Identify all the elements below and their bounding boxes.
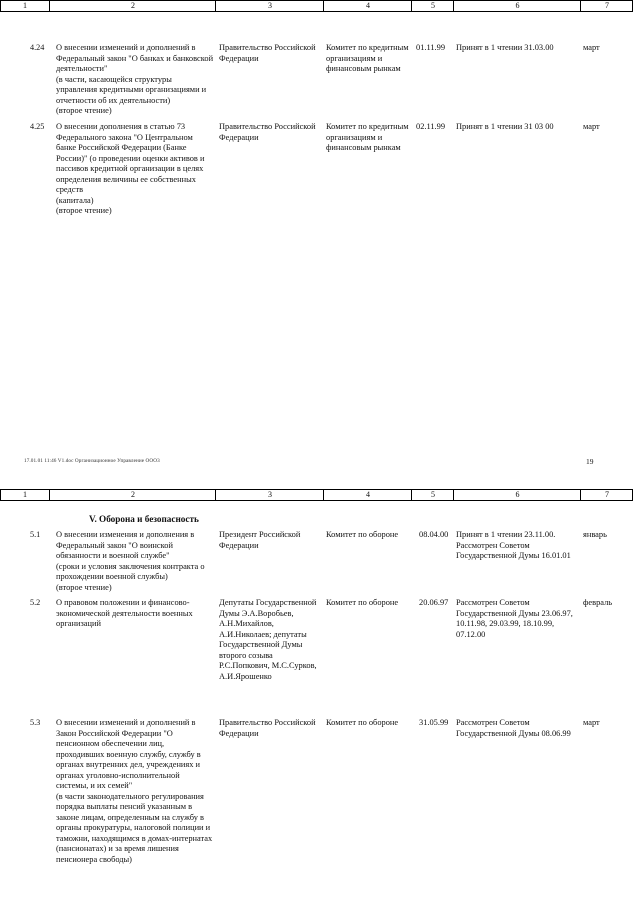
header-col-5: 5: [411, 490, 454, 500]
bill-month: март: [583, 122, 600, 131]
bill-initiator: Депутаты Государственной Думы Э.А.Воробьев, А.Н.Михайлов, А.И.Николаев; депутаты Государственной Думы второго созыва Р.С.Попкович, М.С.Сурков, А.И.Ярошенко: [219, 598, 317, 681]
header-col-1: 1: [23, 1, 27, 10]
bill-title: О внесении изменения и дополнения в Федеральный закон "О воинской обязанности и военной службе" (сроки и условия заключения контракта о прохождении военной службы) (второе чтение): [56, 530, 205, 592]
bill-status: Принят в 1 чтении 31 03 00: [456, 122, 554, 131]
bill-committee: Комитет по обороне: [326, 718, 399, 727]
bill-initiator: Правительство Российской Федерации: [219, 122, 316, 142]
row-number: 4.25: [30, 122, 45, 131]
section-title: V. Оборона и безопасность: [89, 514, 199, 524]
bill-month: январь: [583, 530, 607, 539]
header-col-4: 4: [323, 1, 412, 11]
bill-status: Принят в 1 чтении 23.11.00. Рассмотрен Советом Государственной Думы 16.01.01: [456, 530, 571, 560]
bill-status: Рассмотрен Советом Государственной Думы 23.06.97, 10.11.98, 29.03.99, 18.10.99, 07.12.00: [456, 598, 573, 639]
header-col-6: 6: [453, 1, 581, 11]
page-footer: 17.01.01 11:46 V1.doc Организационное Управление ООО3: [24, 458, 160, 464]
row-number: 5.2: [30, 598, 41, 607]
page-number: 19: [586, 457, 594, 466]
bill-date: 02.11.99: [416, 122, 446, 131]
header-col-6: 6: [453, 490, 581, 500]
header-col-1: 1: [23, 490, 27, 499]
bill-initiator: Правительство Российской Федерации: [219, 43, 316, 63]
bill-initiator: Правительство Российской Федерации: [219, 718, 316, 738]
header-col-7: 7: [580, 490, 633, 500]
bill-committee: Комитет по кредитным организациям и финансовым рынкам: [326, 43, 409, 73]
bill-month: март: [583, 43, 600, 52]
bill-status: Принят в 1 чтении 31.03.00: [456, 43, 554, 52]
bill-initiator: Президент Российской Федерации: [219, 530, 301, 550]
bill-title: О внесении изменений и дополнений в Федеральный закон "О банках и банковской деятельности" (в части, касающейся структуры управления кредитными организациями и отчетности об их деятельности) (второе чтение): [56, 43, 214, 115]
bill-month: март: [583, 718, 600, 727]
bill-month: февраль: [583, 598, 613, 607]
bill-date: 01.11.99: [416, 43, 446, 52]
bill-title: О правовом положении и финансово-экономической деятельности военных организаций: [56, 598, 193, 628]
header-col-2: 2: [49, 1, 216, 11]
bill-status: Рассмотрен Советом Государственной Думы 08.06.99: [456, 718, 571, 738]
bill-committee: Комитет по обороне: [326, 530, 399, 539]
table-header-top: [0, 0, 633, 12]
table-header-bottom: [0, 489, 633, 501]
header-col-5: 5: [411, 1, 454, 11]
header-col-2: 2: [49, 490, 216, 500]
header-col-3: 3: [215, 1, 324, 11]
row-number: 4.24: [30, 43, 45, 52]
row-number: 5.3: [30, 718, 41, 727]
header-col-4: 4: [323, 490, 412, 500]
bill-title: О внесении изменений и дополнений в Закон Российской Федерации "О пенсионном обеспечении лиц, проходивших военную службу, службу в органах внутренних дел, учреждениях и органах уголовно-исполнительной системы, и их семей" (в части законодательного регулирования порядка выплаты пенсий указанным в законе лицам, определенным на службу в органы прокуратуры, налоговой полиции и таможни, находящимся в домах-интернатах (пансионатах) и за время лишения пенсионера свободы): [56, 718, 213, 864]
bill-committee: Комитет по обороне: [326, 598, 399, 607]
bill-date: 20.06.97: [419, 598, 449, 607]
header-col-3: 3: [215, 490, 324, 500]
row-number: 5.1: [30, 530, 41, 539]
bill-date: 31.05.99: [419, 718, 449, 727]
bill-committee: Комитет по кредитным организациям и финансовым рынкам: [326, 122, 409, 152]
bill-date: 08.04.00: [419, 530, 449, 539]
bill-title: О внесении дополнения в статью 73 Федерального закона "О Центральном банке Российской Федерации (Банке России)" (о проведении оценки активов и пассивов кредитной организации в целях определения величины ее собственных средств (капитала) (второе чтение): [56, 122, 205, 215]
header-col-7: 7: [580, 1, 633, 11]
